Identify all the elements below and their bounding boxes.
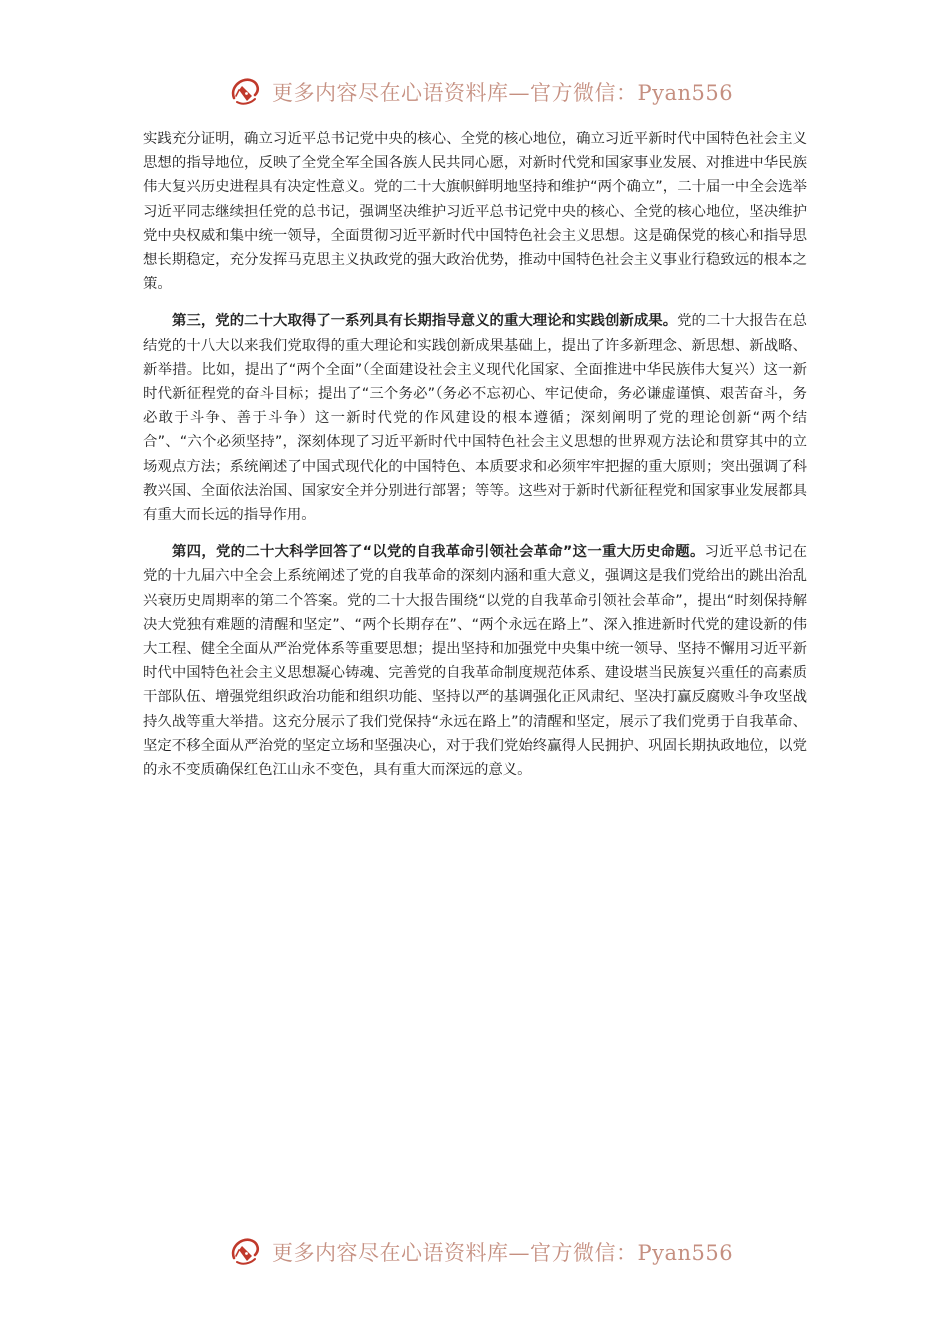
footer-watermark (228, 1232, 748, 1272)
pen-nib-swirl-icon (228, 74, 264, 110)
pen-nib-swirl-icon (228, 1234, 264, 1270)
watermark-text: 更多内容尽在心语资料库—官方微信：Pyan556 (272, 1241, 734, 1265)
paragraph-2 (143, 309, 807, 527)
paragraph-lead: 第四，党的二十大科学回答了“以党的自我革命引领社会革命”这一重大历史命题。 (172, 544, 705, 561)
header-watermark (228, 72, 748, 112)
watermark-text: 更多内容尽在心语资料库—官方微信：Pyan556 (272, 81, 734, 105)
document-body (143, 127, 807, 795)
paragraph-text: 党的二十大报告在总结党的十八大以来我们党取得的重大理论和实践创新成果基础上，提出了许多新理念、新思想、新战略、新举措。比如，提出了“两个全面”（全面建设社会主义现代化国家、全面推进中华民族伟大复兴）这一新时代新征程党的奋斗目标；提出了“三个务必”（务必不忘初心、牢记使命，务必谦虚谨慎、艰苦奋斗，务必敢于斗争、善于斗争）这一新时代党的作风建设的根本遵循；深刻阐明了党的理论创新“两个结合”、“六个必须坚持”，深刻体现了习近平新时代中国特色社会主义思想的世界观方法论和贯穿其中的立场观点方法；系统阐述了中国式现代化的中国特色、本质要求和必须牢牢把握的重大原则；突出强调了科教兴国、全面依法治国、国家安全并分别进行部署；等等。这些对于新时代新征程党和国家事业发展都具有重大而长远的指导作用。 (143, 313, 807, 524)
paragraph-lead: 第三，党的二十大取得了一系列具有长期指导意义的重大理论和实践创新成果。 (172, 313, 678, 330)
paragraph-3 (143, 540, 807, 782)
paragraph-text: 实践充分证明，确立习近平总书记党中央的核心、全党的核心地位，确立习近平新时代中国特色社会主义思想的指导地位，反映了全党全军全国各族人民共同心愿，对新时代党和国家事业发展、对推进中华民族伟大复兴历史进程具有决定性意义。党的二十大旗帜鲜明地坚持和维护“两个确立”，二十届一中全会选举习近平同志继续担任党的总书记，强调坚决维护习近平总书记党中央的核心、全党的核心地位，坚决维护党中央权威和集中统一领导，全面贯彻习近平新时代中国特色社会主义思想。这是确保党的核心和指导思想长期稳定，充分发挥马克思主义执政党的强大政治优势，推动中国特色社会主义事业行稳致远的根本之策。 (143, 131, 807, 293)
paragraph-text: 习近平总书记在党的十九届六中全会上系统阐述了党的自我革命的深刻内涵和重大意义，强调这是我们党给出的跳出治乱兴衰历史周期率的第二个答案。党的二十大报告围绕“以党的自我革命引领社会革命”，提出“时刻保持解决大党独有难题的清醒和坚定”、“两个长期存在”、“两个永远在路上”、深入推进新时代党的建设新的伟大工程、健全全面从严治党体系等重要思想；提出坚持和加强党中央集中统一领导、坚持不懈用习近平新时代中国特色社会主义思想凝心铸魂、完善党的自我革命制度规范体系、建设堪当民族复兴重任的高素质干部队伍、增强党组织政治功能和组织功能、坚持以严的基调强化正风肃纪、坚决打赢反腐败斗争攻坚战持久战等重大举措。这充分展示了我们党保持“永远在路上”的清醒和坚定，展示了我们党勇于自我革命、坚定不移全面从严治党的坚定立场和坚强决心，对于我们党始终赢得人民拥护、巩固长期执政地位，以党的永不变质确保红色江山永不变色，具有重大而深远的意义。 (143, 544, 807, 779)
paragraph-1 (143, 127, 807, 296)
